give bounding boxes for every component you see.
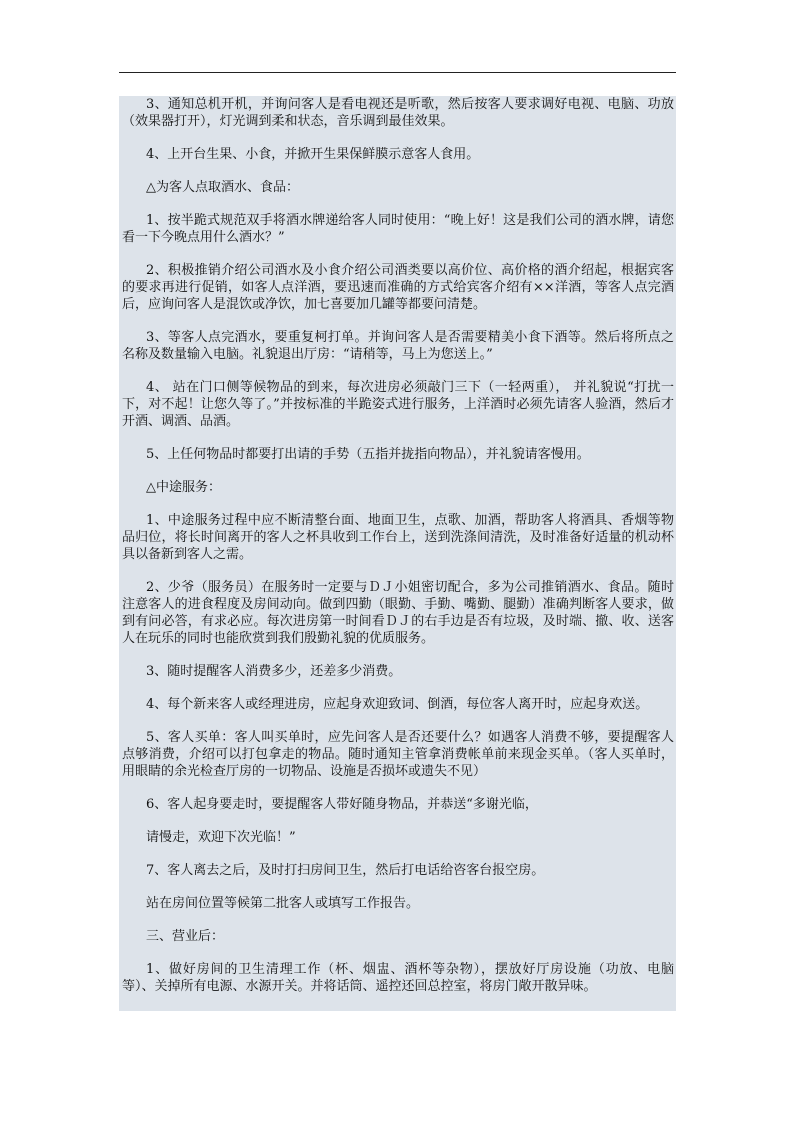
paragraph-10: 1、中途服务过程中应不断清整台面、地面卫生，点歌、加酒，帮助客人将酒具、香烟等物品归位，将长时间离开的客人之杯具收到工作台上，送到洗涤间清洗，及时准备好适量的机动杯具以备新到客人之需。 — [122, 513, 674, 562]
paragraph-15: 6、客人起身要走时，要提醒客人带好随身物品，并恭送“多谢光临， — [146, 797, 538, 812]
paragraph-12: 3、随时提醒客人消费多少，还差多少消费。 — [146, 664, 402, 679]
section-heading-order: △为客人点取酒水、食品： — [146, 180, 299, 195]
paragraph-8: 5、上任何物品时都要打出请的手势（五指并拢指向物品），并礼貌请客慢用。 — [146, 447, 590, 462]
document-body — [119, 96, 676, 1011]
paragraph-6: 3、等客人点完酒水，要重复柯打单。并询问客人是否需要精美小食下酒等。然后将所点之名称及数量输入电脑。礼貌退出厅房：“请稍等，马上为您送上。” — [122, 330, 674, 362]
paragraph-7: 4、 站在门口侧等候物品的到来，每次进房必须敲门三下（一轻两重）， 并礼貌说“打扰一下，对不起！让您久等了。”并按标准的半跪姿式进行服务，上洋酒时必须先请客人验酒，然后才开酒、调酒、品酒。 — [122, 380, 674, 429]
paragraph-2: 4、上开台生果、小食，并掀开生果保鲜膜示意客人食用。 — [146, 147, 480, 162]
paragraph-1: 3、通知总机开机，并询问客人是看电视还是听歌，然后按客人要求调好电视、电脑、功放（效果器打开），灯光调到柔和状态，音乐调到最佳效果。 — [122, 97, 674, 129]
paragraph-13: 4、每个新来客人或经理进房，应起身欢迎致词、倒酒，每位客人离开时，应起身欢送。 — [146, 697, 649, 712]
paragraph-17: 7、客人离去之后，及时打扫房间卫生，然后打电话给咨客台报空房。 — [146, 863, 545, 878]
paragraph-20: 1、做好房间的卫生清理工作（杯、烟盅、酒杯等杂物），摆放好厅房设施（功放、电脑等）、关掉所有电源、水源开关。并将话筒、遥控还回总控室，将房门敞开散异味。 — [122, 962, 674, 994]
paragraph-14: 5、客人买单：客人叫买单时，应先问客人是否还要什么？如遇客人消费不够，要提醒客人点够消费，介绍可以打包拿走的物品。随时通知主管拿消费帐单前来现金买单。（客人买单时，用眼睛的余光检查厅房的一切物品、设施是否损坏或遗失不见） — [122, 730, 674, 779]
section-heading-midway: △中途服务： — [146, 480, 221, 495]
paragraph-16: 请慢走，欢迎下次光临！” — [146, 830, 296, 845]
paragraph-18: 站在房间位置等候第二批客人或填写工作报告。 — [146, 896, 420, 911]
header-rule — [119, 72, 676, 73]
paragraph-11: 2、少爷（服务员）在服务时一定要与ＤＪ小姐密切配合，多为公司推销酒水、食品。随时注意客人的进食程度及房间动向。做到四勤（眼勤、手勤、嘴勤、腿勤）准确判断客人要求，做到有问必答，有求必应。每次进房第一时间看ＤＪ的右手边是否有垃圾，及时端、撤、收、送客人在玩乐的同时也能欣赏到我们殷勤礼貌的优质服务。 — [122, 580, 674, 646]
paragraph-4: 1、按半跪式规范双手将酒水牌递给客人同时使用：“晚上好！这是我们公司的酒水牌，请您看一下今晚点用什么酒水？” — [122, 213, 674, 245]
section-heading-after-business: 三、营业后： — [146, 929, 225, 944]
paragraph-5: 2、积极推销介绍公司酒水及小食介绍公司酒类要以高价位、高价格的酒介绍起，根据宾客的要求再进行促销，如客人点洋酒，要迅速而准确的方式给宾客介绍有××洋酒，等客人点完酒后，应询问客人是混饮或净饮，加七喜要加几罐等都要问清楚。 — [122, 263, 674, 312]
